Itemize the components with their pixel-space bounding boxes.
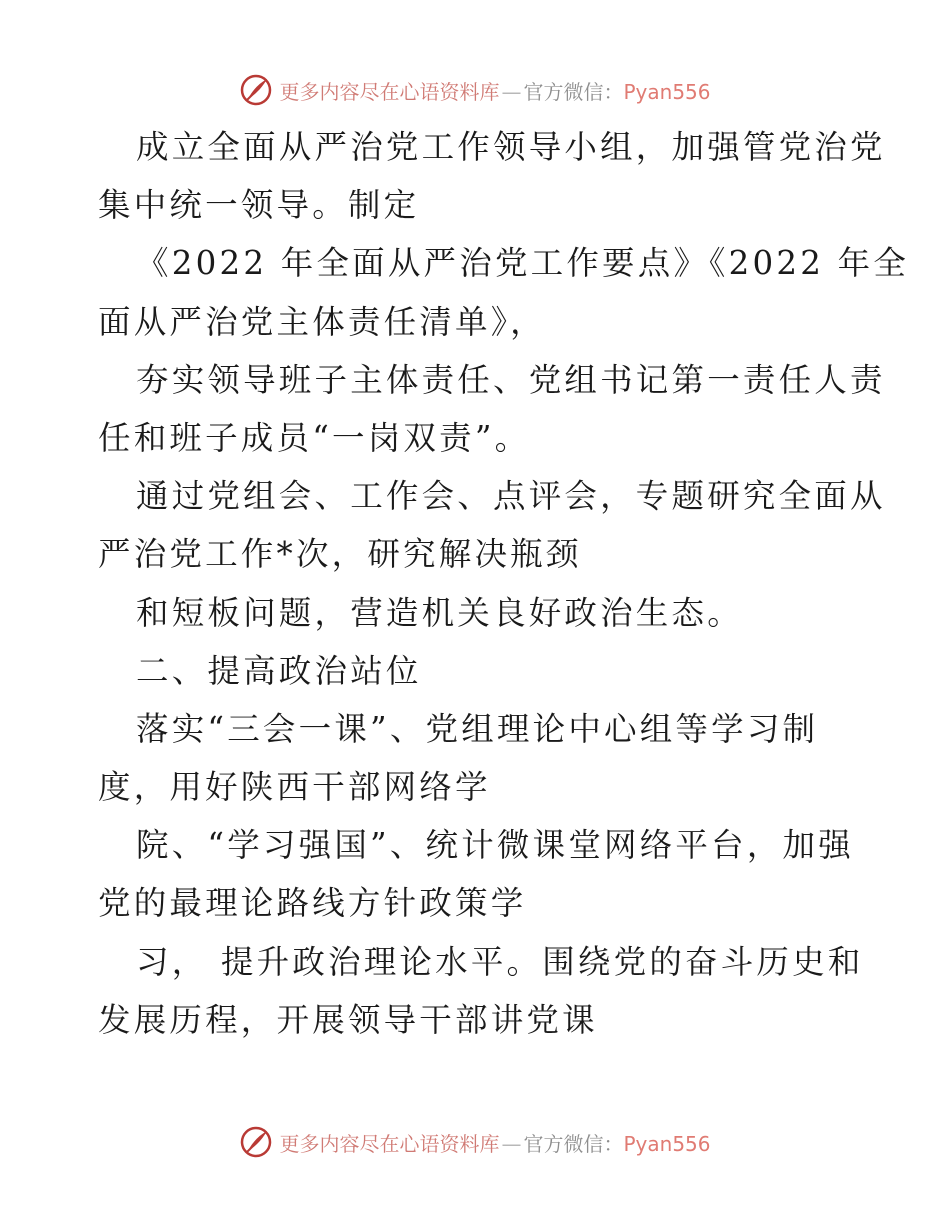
watermark-dash: —: [501, 1131, 522, 1156]
body-text-line: 落实“三会一课”、党组理论中心组等学习制: [136, 709, 819, 748]
quill-logo-icon: [239, 1125, 273, 1159]
watermark-wechat-id: Pyan556: [623, 79, 711, 104]
watermark-wechat-label: 官方微信：: [523, 1131, 624, 1156]
watermark-site: 更多内容尽在心语资料库: [279, 1131, 500, 1156]
watermark-text: [279, 1128, 710, 1157]
body-text-line: 发展历程，开展领导干部讲党课: [98, 1000, 598, 1039]
body-text-line: 通过党组会、工作会、点评会，专题研究全面从: [136, 477, 886, 516]
watermark-wechat-id: Pyan556: [623, 1131, 711, 1156]
body-text-line: 二、提高政治站位: [136, 651, 422, 690]
body-text-line: 院、“学习强国”、统计微课堂网络平台，加强: [136, 826, 854, 865]
watermark-dash: —: [501, 79, 522, 104]
header-watermark: [0, 70, 950, 110]
body-text-line: 任和班子成员“一岗双责”。: [98, 418, 531, 457]
document-body: [98, 118, 910, 1049]
body-text-line: 习， 提升政治理论水平。围绕党的奋斗历史和: [136, 942, 864, 981]
quill-logo-icon: [239, 73, 273, 107]
body-text-line: 面从严治党主体责任清单》，: [98, 302, 546, 341]
body-text-line: 度，用好陕西干部网络学: [98, 768, 491, 807]
watermark-wechat-label: 官方微信：: [523, 79, 624, 104]
watermark-text: [279, 76, 710, 105]
body-text-line: 集中统一领导。制定: [98, 186, 420, 225]
body-text-line: 夯实领导班子主体责任、党组书记第一责任人责: [136, 360, 886, 399]
body-text-line: 成立全面从严治党工作领导小组，加强管党治党: [136, 128, 886, 166]
body-text-line: 严治党工作*次，研究解决瓶颈: [98, 535, 582, 574]
body-text-line: 和短板问题，营造机关良好政治生态。: [136, 593, 743, 632]
watermark-site: 更多内容尽在心语资料库: [279, 79, 500, 104]
body-text-line: 《2022 年全面从严治党工作要点》《2022 年全: [136, 244, 910, 283]
footer-watermark: [0, 1122, 950, 1162]
body-text-line: 党的最理论路线方针政策学: [98, 884, 527, 923]
